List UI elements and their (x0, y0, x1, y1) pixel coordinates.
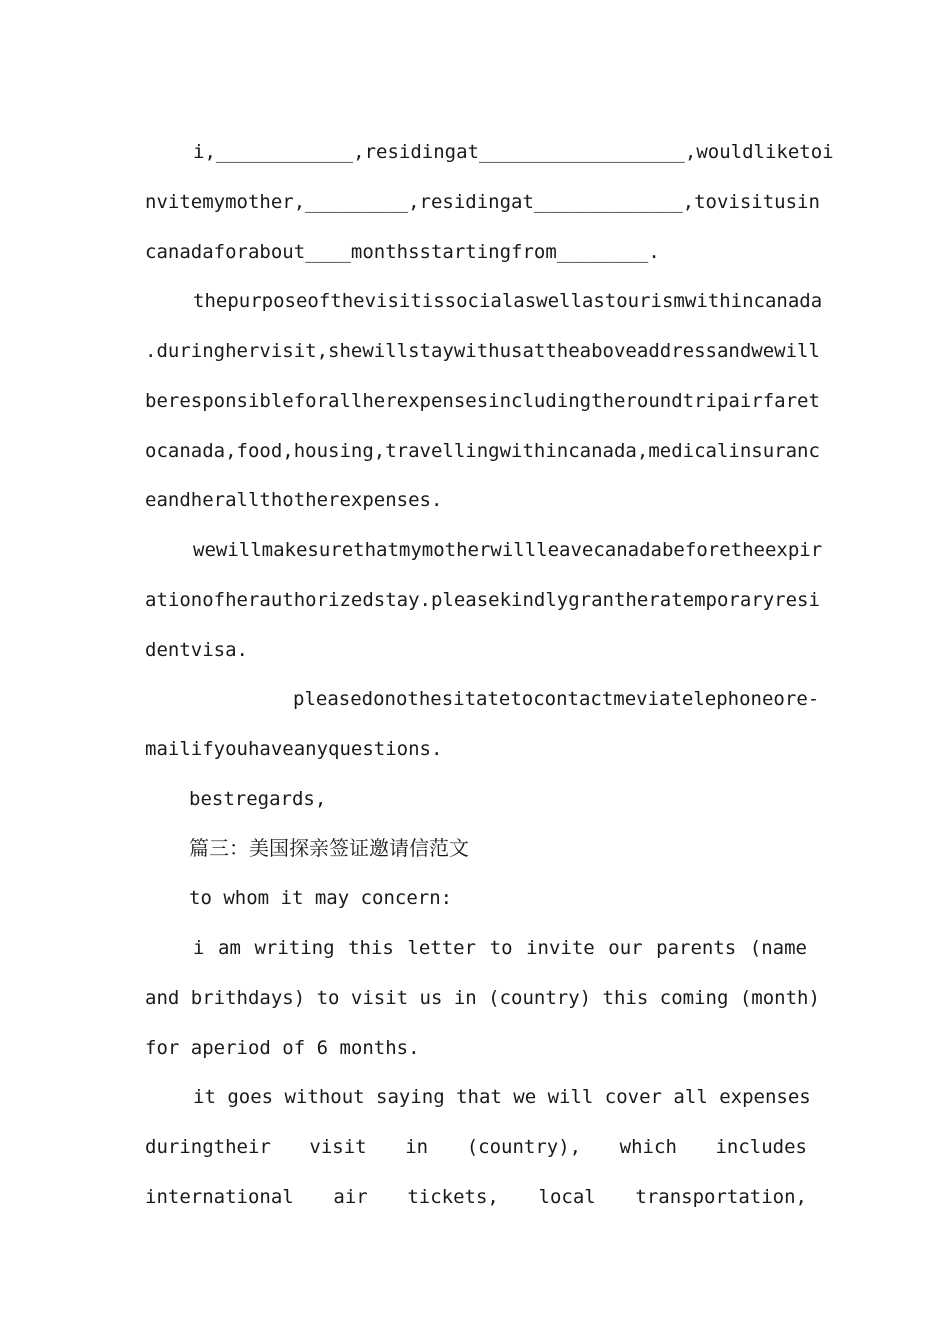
paragraph-line: international air tickets, local transportation, (145, 1186, 807, 1208)
paragraph-line: canadaforabout____monthsstartingfrom________. (145, 241, 660, 263)
paragraph-line: eandherallthotherexpenses. (145, 489, 443, 511)
paragraph-line: ocanada,food,housing,travellingwithincanada,medicalinsuranc (145, 440, 820, 462)
paragraph-line: and brithdays) to visit us in (country) this coming (month) (145, 987, 820, 1009)
paragraph-line: beresponsibleforallherexpensesincludingtheroundtripairfaret (145, 390, 820, 412)
paragraph-line: nvitemymother,_________,residingat_____________,tovisitusin (145, 191, 820, 213)
paragraph-line: duringtheir visit in (country), which includes (145, 1136, 807, 1158)
paragraph-line: it goes without saying that we will cover all expenses (193, 1086, 811, 1108)
closing-line: bestregards, (189, 788, 327, 810)
paragraph-line: i am writing this letter to invite our parents (name (193, 937, 807, 959)
paragraph-line: thepurposeofthevisitissocialaswellastourismwithincanada (193, 290, 823, 312)
paragraph-line: i,____________,residingat__________________,wouldliketoi (193, 141, 834, 163)
paragraph-line: wewillmakesurethatmymotherwillleavecanadabeforetheexpir (193, 539, 823, 561)
paragraph-line: pleasedonothesitatetocontactmeviatelephoneore- (293, 688, 820, 710)
paragraph-line: mailifyouhaveanyquestions. (145, 738, 443, 760)
paragraph-line: ationofherauthorizedstay.pleasekindlygrantheratemporaryresi (145, 589, 820, 611)
salutation-line: to whom it may concern: (189, 887, 453, 909)
paragraph-line: .duringhervisit,shewillstaywithusattheaboveaddressandwewill (145, 340, 820, 362)
paragraph-line: for aperiod of 6 months. (145, 1037, 420, 1059)
paragraph-line: dentvisa. (145, 639, 248, 661)
section-heading: 篇三：美国探亲签证邀请信范文 (189, 836, 469, 860)
